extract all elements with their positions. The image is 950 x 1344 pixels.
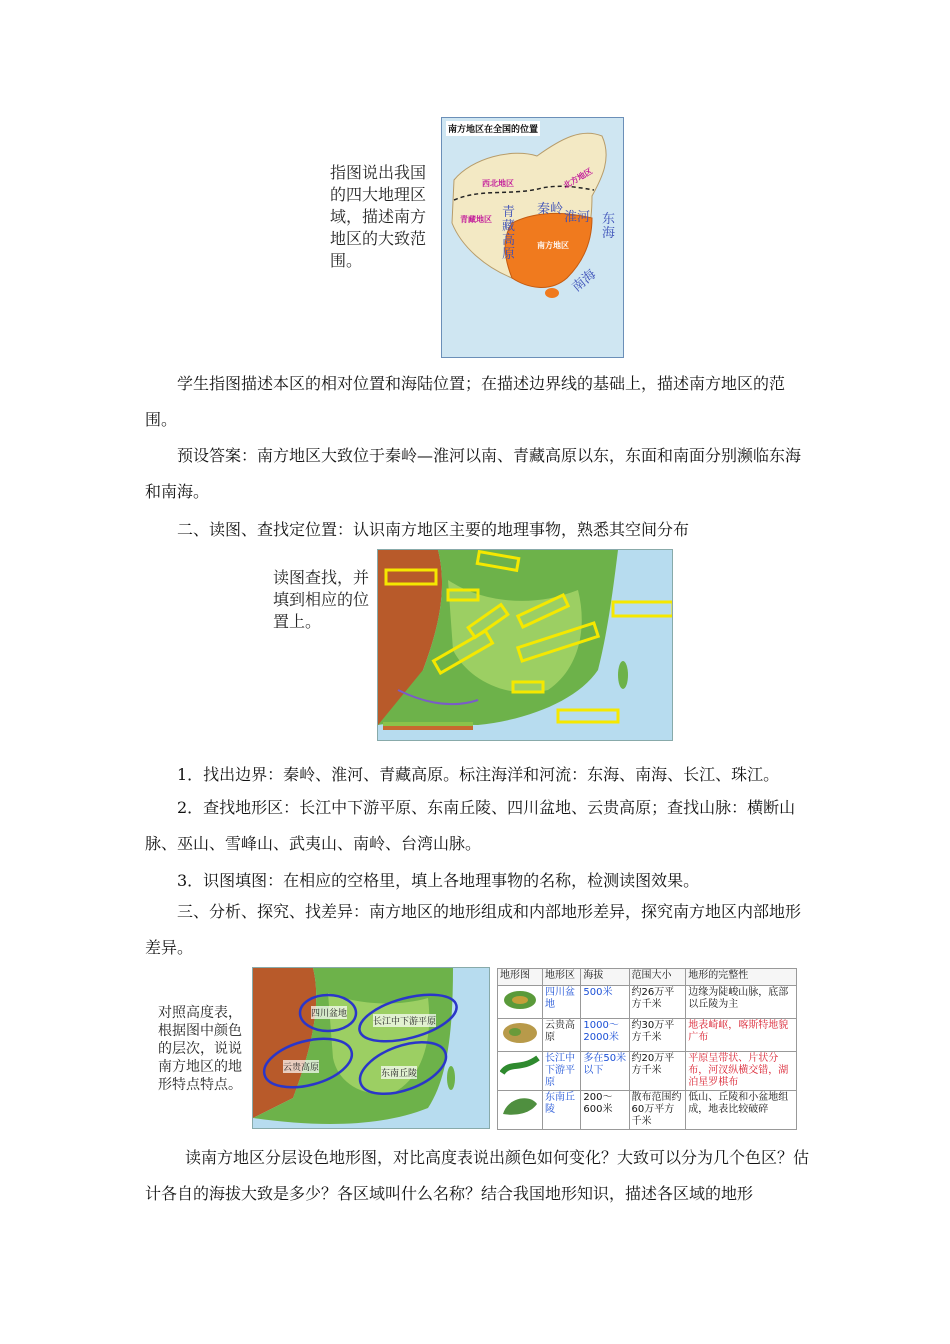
table-row [498,1091,797,1130]
item-1: 1．找出边界：秦岭、淮河、青藏高原。标注海洋和河流：东海、南海、长江、珠江。 [177,765,780,784]
china-map-graphic [442,118,623,357]
section-2-heading: 二、读图、查找定位置：认识南方地区主要的地理事物，熟悉其空间分布 [177,520,690,539]
table-cell: 1000～2000米 [581,1019,629,1052]
label-northwest: 西北地区 [482,179,514,188]
label-dongnan: 东南丘陵 [381,1066,417,1079]
label-changjiang: 长江中下游平原 [373,1014,436,1027]
table-row [498,986,797,1019]
terrain-comparison-table [497,968,797,1130]
south-region-location-map [441,117,624,358]
table-cell: 多在50米以下 [581,1052,629,1091]
paragraph-last: 读南方地区分层设色地形图，对比高度表说出颜色如何变化？大致可以分为几个色区？估计各自的海拔大致是多少？各区域叫什么名称？结合我国地形知识，描述各区域的地形 [145,1148,810,1203]
figure3-caption: 对照高度表，根据图中颜色的层次，说说南方地区的地形特点特点。 [158,1005,242,1093]
table-cell: 云贵高原 [543,1019,581,1052]
figure1-caption: 指图说出我国的四大地理区域，描述南方地区的大致范围。 [330,163,427,270]
label-plateau: 青藏高原 [502,205,516,262]
table-cell: 边缘为陡峻山脉，底部以丘陵为主 [686,986,797,1019]
label-south: 南方地区 [537,241,569,250]
label-yungui: 云贵高原 [283,1060,319,1073]
item-2: 2．查找地形区：长江中下游平原、东南丘陵、四川盆地、云贵高原；查找山脉：横断山脉、巫山、雪峰山、武夷山、南岭、台湾山脉。 [145,798,796,853]
section-3-heading: 三、分析、探究、找差异：南方地区的地形组成和内部地形差异，探究南方地区内部地形差异。 [145,902,802,957]
terrain-map-graphic [378,550,672,740]
label-huaihe: 淮河 [564,210,591,225]
table-header: 地形的完整性 [686,969,797,986]
label-sichuan: 四川盆地 [311,1006,347,1019]
south-region-layered-terrain-map [252,967,490,1129]
table-row [498,1019,797,1052]
table-cell: 四川盆地 [543,986,581,1019]
table-header-row [498,969,797,986]
terrain-thumbnail [498,1019,543,1052]
layered-map-graphic [253,968,489,1128]
item-3: 3．识图填图：在相应的空格里，填上各地理事物的名称，检测读图效果。 [177,871,700,890]
table-cell: 200～600米 [581,1091,629,1130]
table-header: 海拔 [581,969,629,986]
table-cell: 地表崎岖，喀斯特地貌广布 [686,1019,797,1052]
label-south-sea: 南海 [569,266,600,296]
figure2-caption: 读图查找，并填到相应的位置上。 [273,568,370,631]
terrain-thumbnail [498,1091,543,1130]
map1-title: 南方地区在全国的位置 [446,121,540,136]
table-cell: 低山、丘陵和小盆地组成，地表比较破碎 [686,1091,797,1130]
table-row [498,1052,797,1091]
table-header: 地形区 [543,969,581,986]
label-north: 北方地区 [561,166,595,191]
table-cell: 约20万平方千米 [629,1052,686,1091]
table-cell: 平原呈带状、片状分布，河汊纵横交错，湖泊星罗棋布 [686,1052,797,1091]
paragraph-1: 学生指图描述本区的相对位置和海陆位置；在描述边界线的基础上，描述南方地区的范围。 [145,374,786,429]
table-header: 范围大小 [629,969,686,986]
table-cell: 散布范围约60万平方千米 [629,1091,686,1130]
label-qingzang: 青藏地区 [460,215,492,224]
label-qinling: 秦岭 [537,202,564,217]
paragraph-2: 预设答案：南方地区大致位于秦岭—淮河以南、青藏高原以东，东面和南面分别濒临东海和南海。 [145,446,802,501]
terrain-thumbnail [498,1052,543,1091]
table-cell: 东南丘陵 [543,1091,581,1130]
table-header: 地形图 [498,969,543,986]
terrain-thumbnail [498,986,543,1019]
table-cell: 约26万平方千米 [629,986,686,1019]
table-cell: 500米 [581,986,629,1019]
south-region-terrain-map [377,549,673,741]
label-east-sea: 东海 [602,212,616,241]
table-cell: 约30万平方千米 [629,1019,686,1052]
table-cell: 长江中下游平原 [543,1052,581,1091]
